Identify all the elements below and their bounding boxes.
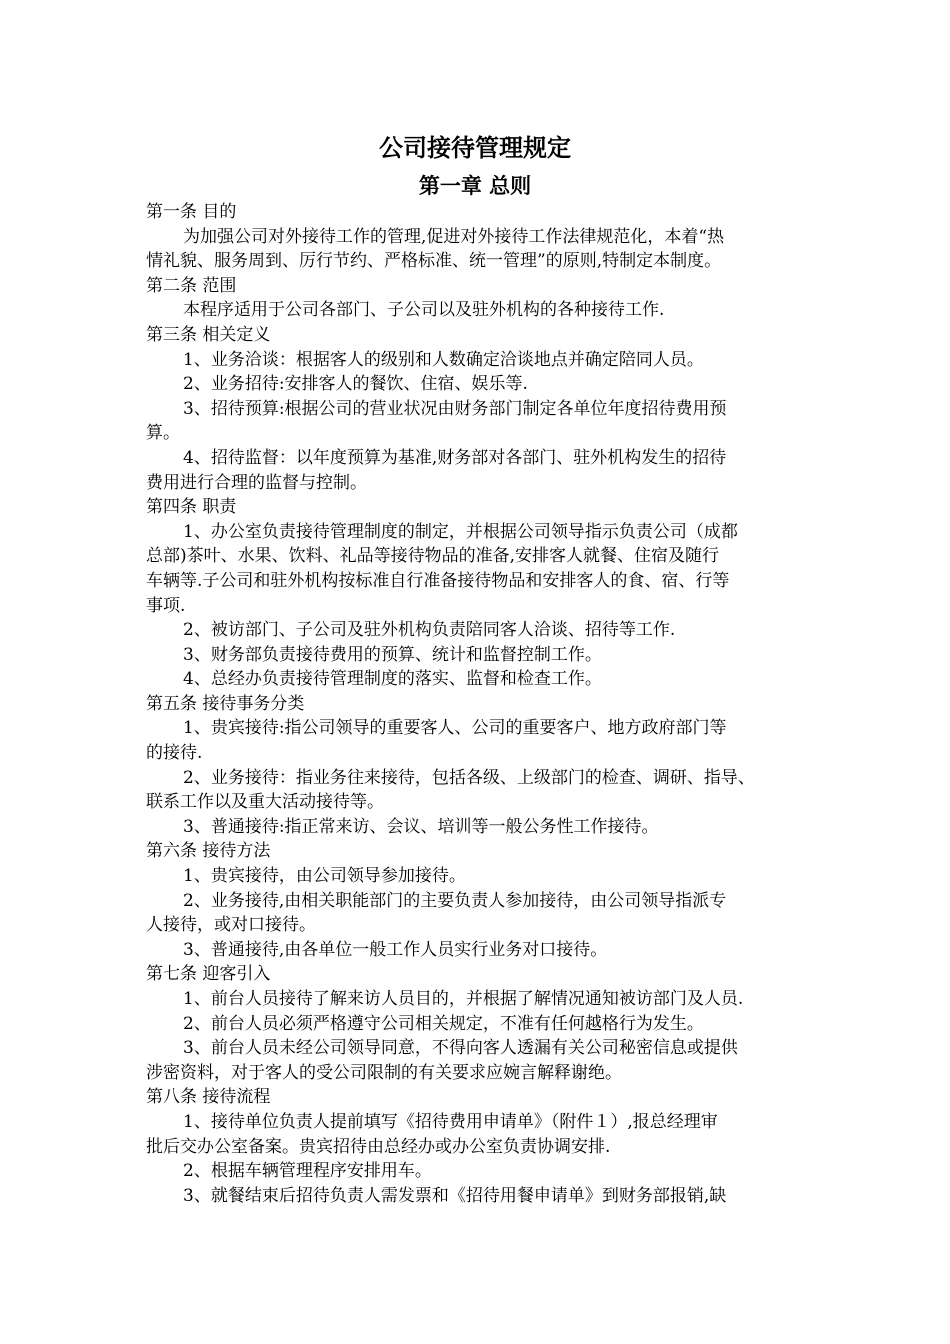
article-paragraph [146, 938, 826, 963]
article-paragraph [146, 372, 826, 397]
paragraph-line: 情礼貌、服务周到、厉行节约、严格标准、统一管理”的原则,特制定本制度。 [146, 251, 722, 272]
article-paragraph [146, 667, 826, 692]
article-heading: 第一条 目的 [146, 202, 237, 222]
article-paragraph [146, 1110, 826, 1159]
article-paragraph [146, 348, 826, 373]
paragraph-line: 人接待，或对口接待。 [146, 915, 316, 936]
article-heading: 第二条 范围 [146, 275, 237, 296]
article-paragraph [146, 520, 826, 618]
paragraph-line: 4、总经办负责接待管理制度的落实、监督和检查工作。 [183, 669, 602, 690]
paragraph-line: 涉密资料，对于客人的受公司限制的有关要求应婉言解释谢绝。 [146, 1062, 622, 1083]
paragraph-line: 4、招待监督：以年度预算为基准,财务部对各部门、驻外机构发生的招待 [183, 447, 727, 468]
article-heading: 第七条 迎客引入 [146, 964, 271, 985]
article-paragraph [146, 618, 826, 643]
paragraph-line: 1、接待单位负责人提前填写《招待费用申请单》（附件１）,报总经理审 [183, 1111, 718, 1132]
paragraph-line: 1、贵宾接待:指公司领导的重要客人、公司的重要客户、地方政府部门等 [183, 718, 727, 739]
article-paragraph [146, 397, 826, 446]
paragraph-line: 2、业务招待:安排客人的餐饮、住宿、娱乐等. [183, 374, 528, 395]
article-paragraph [146, 1159, 826, 1184]
paragraph-line: 1、贵宾接待，由公司领导参加接待。 [183, 866, 466, 887]
article-paragraph [146, 716, 826, 765]
paragraph-line: 2、前台人员必须严格遵守公司相关规定，不准有任何越格行为发生。 [183, 1013, 704, 1034]
document-title: 公司接待管理规定 [379, 134, 571, 162]
article-paragraph [146, 298, 826, 323]
paragraph-line: 本程序适用于公司各部门、子公司以及驻外机构的各种接待工作. [183, 300, 665, 321]
paragraph-line: 3、财务部负责接待费用的预算、统计和监督控制工作。 [183, 644, 602, 665]
article-paragraph [146, 815, 826, 840]
paragraph-line: 批后交办公室备案。贵宾招待由总经办或办公室负责协调安排. [146, 1136, 611, 1157]
paragraph-line: 联系工作以及重大活动接待等。 [146, 792, 384, 813]
paragraph-line: 总部)茶叶、水果、饮料、礼品等接待物品的准备,安排客人就餐、住宿及随行 [146, 546, 720, 567]
article-heading: 第五条 接待事务分类 [146, 693, 305, 714]
paragraph-line: 1、办公室负责接待管理制度的制定，并根据公司领导指示负责公司（成都 [183, 521, 738, 542]
article-paragraph [146, 446, 826, 495]
article-paragraph [146, 987, 826, 1012]
article-heading: 第八条 接待流程 [146, 1087, 271, 1108]
document-body [146, 200, 826, 1208]
paragraph-line: 2、根据车辆管理程序安排用车。 [183, 1161, 432, 1182]
paragraph-line: 费用进行合理的监督与控制。 [146, 472, 367, 493]
paragraph-line: 为加强公司对外接待工作的管理,促进对外接待工作法律规范化，本着“热 [183, 226, 725, 247]
article-paragraph [146, 864, 826, 889]
paragraph-line: 3、前台人员未经公司领导同意，不得向客人透漏有关公司秘密信息或提供 [183, 1038, 738, 1059]
article-paragraph [146, 1012, 826, 1037]
paragraph-line: 算。 [146, 423, 180, 444]
paragraph-line: 2、被访部门、子公司及驻外机构负责陪同客人洽谈、招待等工作. [183, 620, 676, 641]
article-paragraph [146, 766, 826, 815]
paragraph-line: 的接待. [146, 743, 203, 764]
paragraph-line: 3、就餐结束后招待负责人需发票和《招待用餐申请单》到财务部报销,缺 [183, 1185, 727, 1206]
article-paragraph [146, 643, 826, 668]
article-heading: 第三条 相关定义 [146, 324, 271, 345]
paragraph-line: 事项. [146, 595, 186, 616]
paragraph-line: 1、前台人员接待了解来访人员目的，并根据了解情况通知被访部门及人员. [183, 989, 744, 1009]
article-paragraph [146, 225, 826, 274]
paragraph-line: 2、业务接待：指业务往来接待，包括各级、上级部门的检查、调研、指导、 [183, 767, 755, 788]
article-paragraph [146, 889, 826, 938]
article-heading: 第六条 接待方法 [146, 841, 271, 862]
paragraph-line: 3、普通接待,由各单位一般工作人员实行业务对口接待。 [183, 939, 608, 960]
article-paragraph [146, 1036, 826, 1085]
paragraph-line: 2、业务接待,由相关职能部门的主要负责人参加接待，由公司领导指派专 [183, 890, 727, 911]
paragraph-line: 车辆等.子公司和驻外机构按标准自行准备接待物品和安排客人的食、宿、行等 [146, 570, 730, 591]
article-paragraph [146, 1184, 826, 1209]
chapter-heading: 第一章 总则 [418, 174, 532, 198]
article-heading: 第四条 职责 [146, 497, 237, 518]
paragraph-line: 3、普通接待:指正常来访、会议、培训等一般公务性工作接待。 [183, 816, 659, 837]
paragraph-line: 3、招待预算:根据公司的营业状况由财务部门制定各单位年度招待费用预 [183, 398, 727, 419]
paragraph-line: 1、业务洽谈：根据客人的级别和人数确定洽谈地点并确定陪同人员。 [183, 349, 704, 370]
